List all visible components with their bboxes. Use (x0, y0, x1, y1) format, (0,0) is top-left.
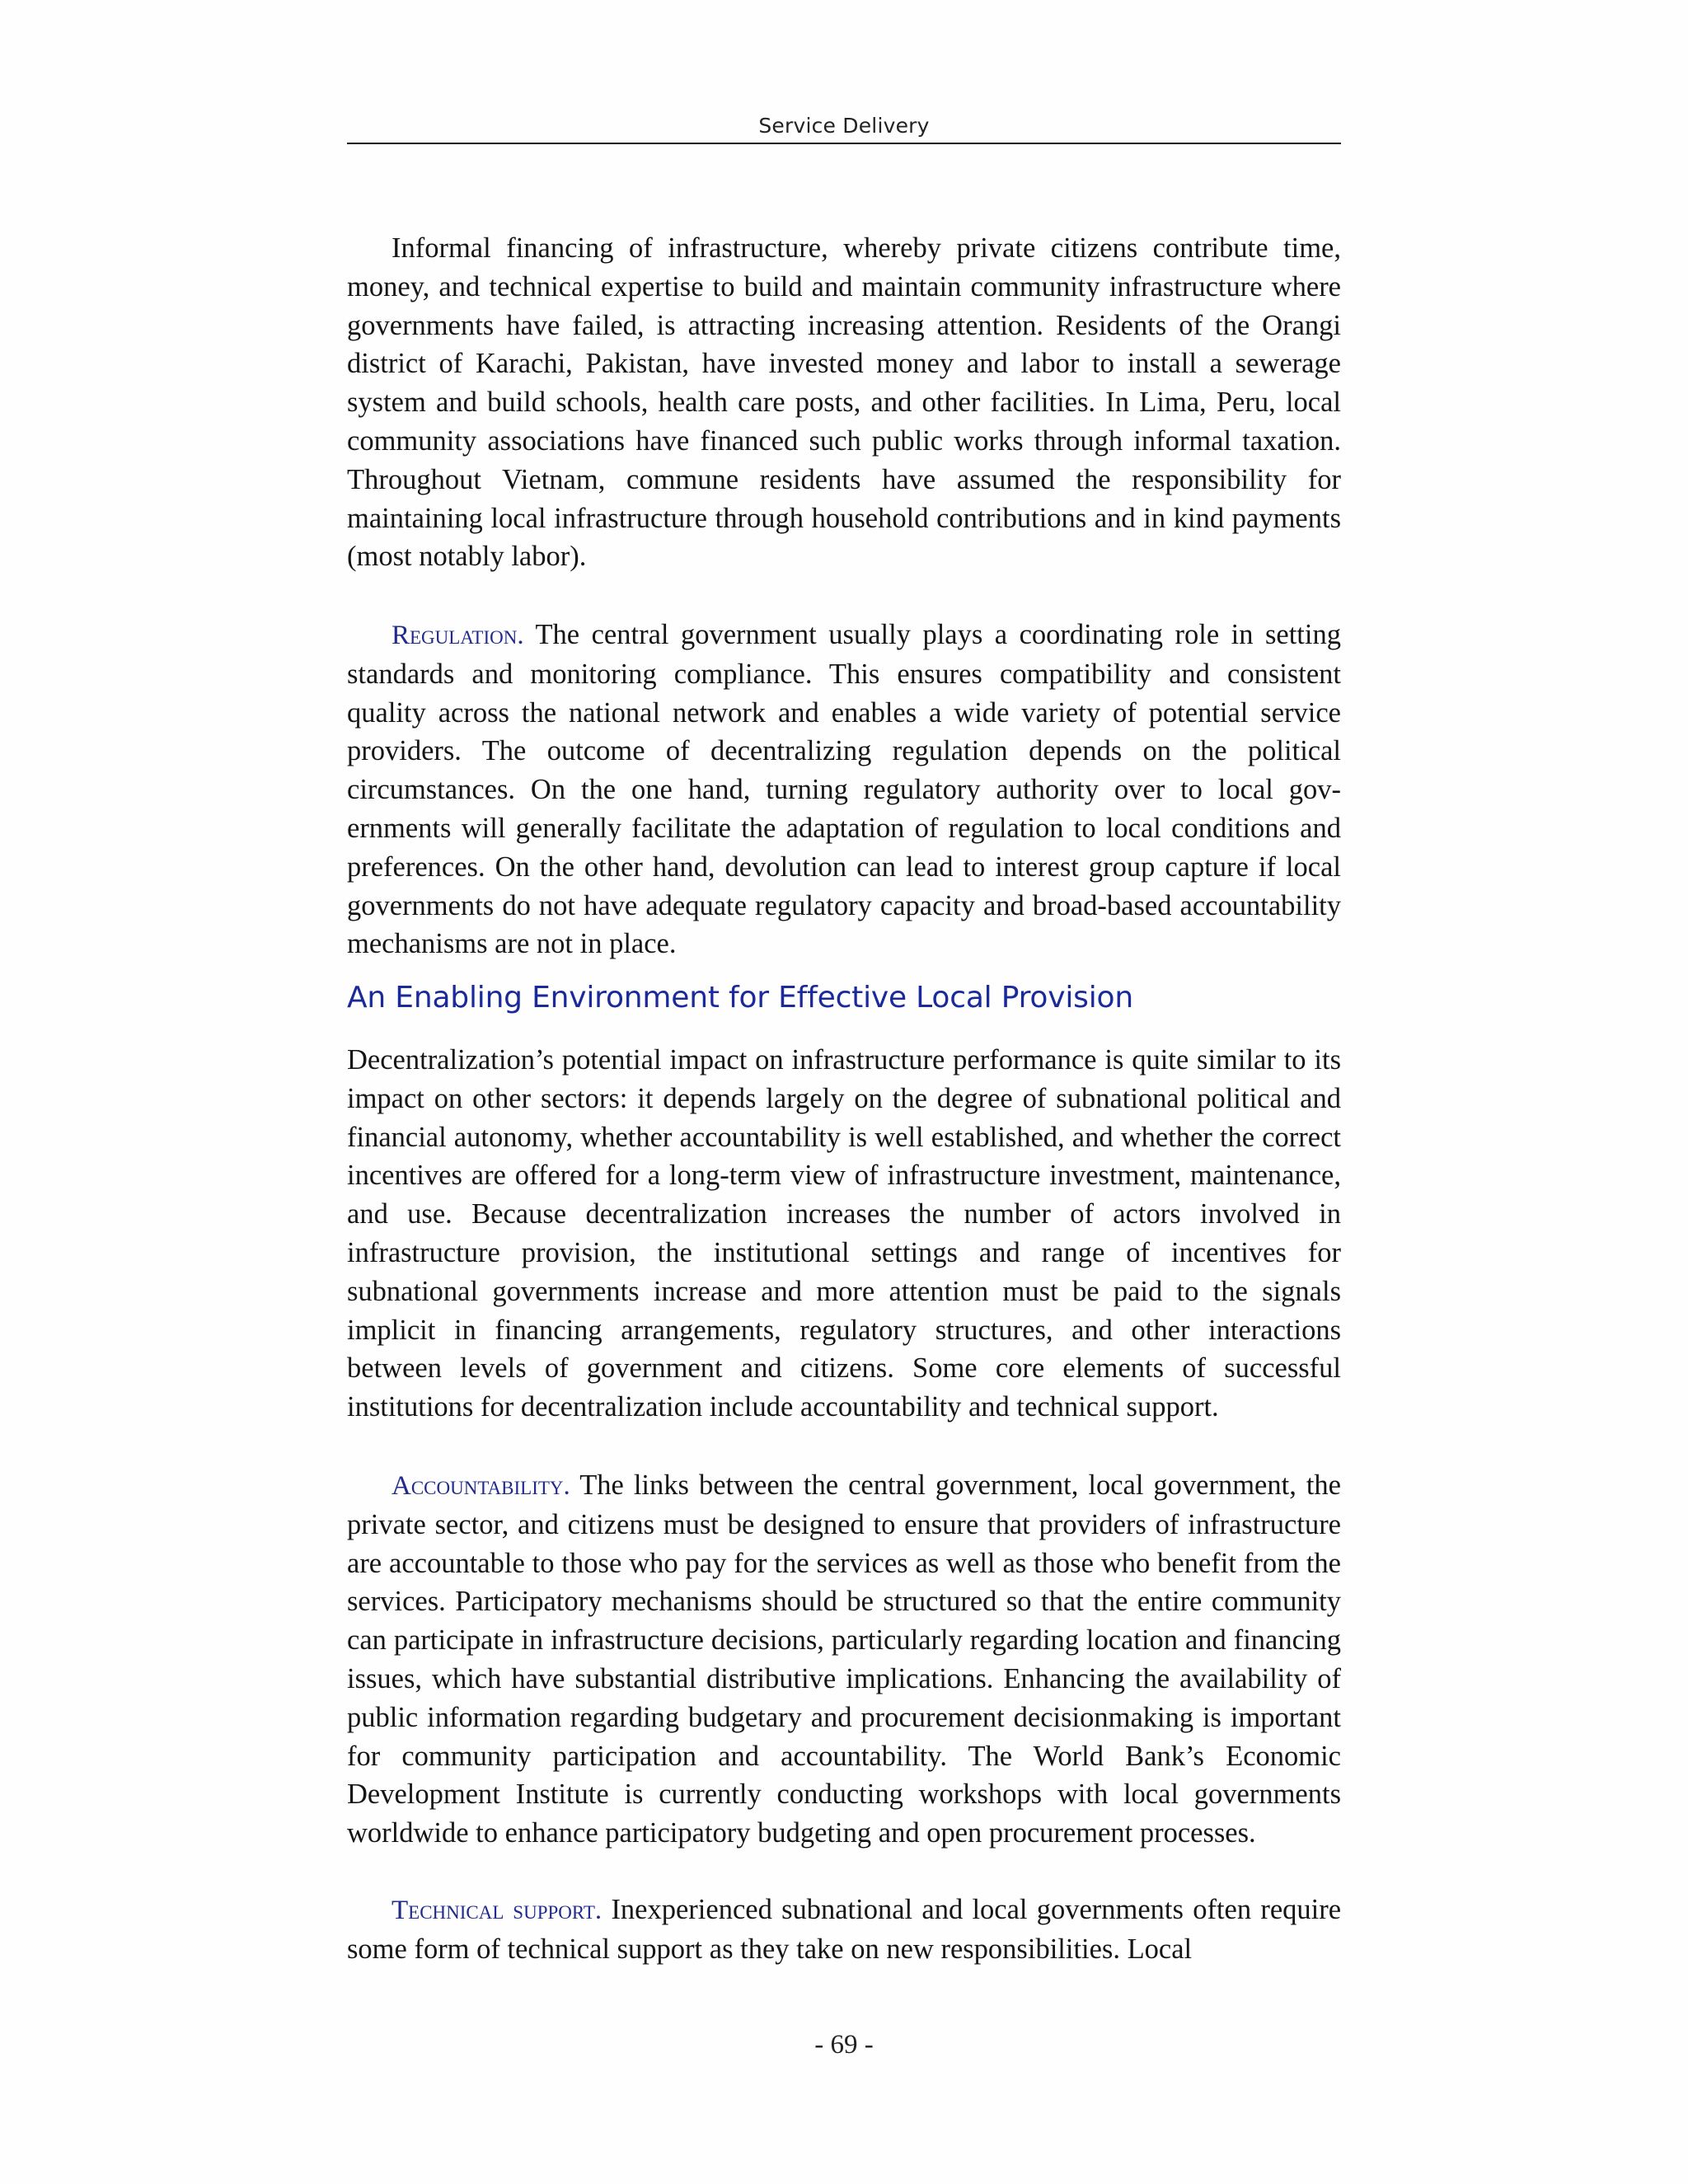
section-heading: An Enabling Environment for Effective Local Provision (347, 981, 1133, 1015)
paragraph-text: Decentralization’s potential impact on infrastructure performance is quite similar to its impact on other sectors: it depends largely on the degree of subnational political and financial autonomy, whether accountability is well established, and whether the correct incentives are offered for a long-term view of infrastructure investment, maintenance, and use. Because decentralization increases the number of actors involved in infrastructure provision, the institutional settings and range of incentives for subnational governments increase and more attention must be paid to the signals implicit in financing arrangements, regulatory structures, and other interactions between levels of government and citizens. Some core elements of successful institutions for decentralization include accountability and technical support. (347, 1044, 1341, 1423)
paragraph-text: Inexperienced subnational and local governments often require some form of technical support as they take on new responsibilities. Local (347, 1894, 1342, 1965)
run-in-heading-accountability: Accountability. (392, 1471, 570, 1501)
paragraph-text: The central government usually plays a coordinating role in setting standards and monitoring compliance. This ensures compatibility and consistent quality across the national network and enables a wide variety of potential service providers. The outcome of decentralizing regulation depends on the political circumstances. On the one hand, turning regulatory authority over to local governments will generally facilitate the adaptation of regulation to local conditions and preferences. On the other hand, devolution can lead to interest group capture if local governments do not have adequate regulatory capacity and broad-based accountability mechanisms are not in place. (347, 619, 1341, 960)
run-in-heading-technical-support: Technical support. (392, 1896, 603, 1925)
paragraph-technical-support (347, 1891, 1341, 1969)
paragraph-enabling-environment (347, 1041, 1341, 1427)
run-in-heading-regulation: Regulation. (392, 621, 524, 650)
paragraph-informal-financing (347, 229, 1341, 576)
header-rule (347, 143, 1341, 144)
running-header: Service Delivery (758, 114, 930, 138)
page-number: - 69 - (814, 2030, 874, 2060)
paragraph-text: The links between the central government, local government, the private sector, and citizens must be designed to ensure that providers of infrastructure are accountable to those who pay for the services as well as those who benefit from the services. Participatory mechanisms should be structured so that the entire community can participate in infrastructure decisions, particularly regarding location and financing issues, which have substantial distributive implications. Enhancing the availability of public information regarding budgetary and procurement decisionmaking is important for community participation and accountability. The World Bank’s Economic Development Institute is currently conducting workshops with local governments worldwide to enhance participatory budgeting and open procurement processes. (347, 1469, 1341, 1849)
paragraph-regulation (347, 616, 1341, 963)
paragraph-accountability (347, 1466, 1341, 1853)
paragraph-text: Informal financing of infrastructure, whereby private citizens contribute time, money, and technical expertise to build and maintain community infrastructure where governments have failed, is attracting increasing attention. Residents of the Orangi district of Karachi, Pakistan, have invested money and labor to install a sewerage system and build schools, health care posts, and other facilities. In Lima, Peru, local community associations have financed such public works through informal taxation. Throughout Vietnam, commune residents have assumed the responsibility for maintaining local infrastructure through household contributions and in kind payments (most notably labor). (347, 232, 1341, 573)
